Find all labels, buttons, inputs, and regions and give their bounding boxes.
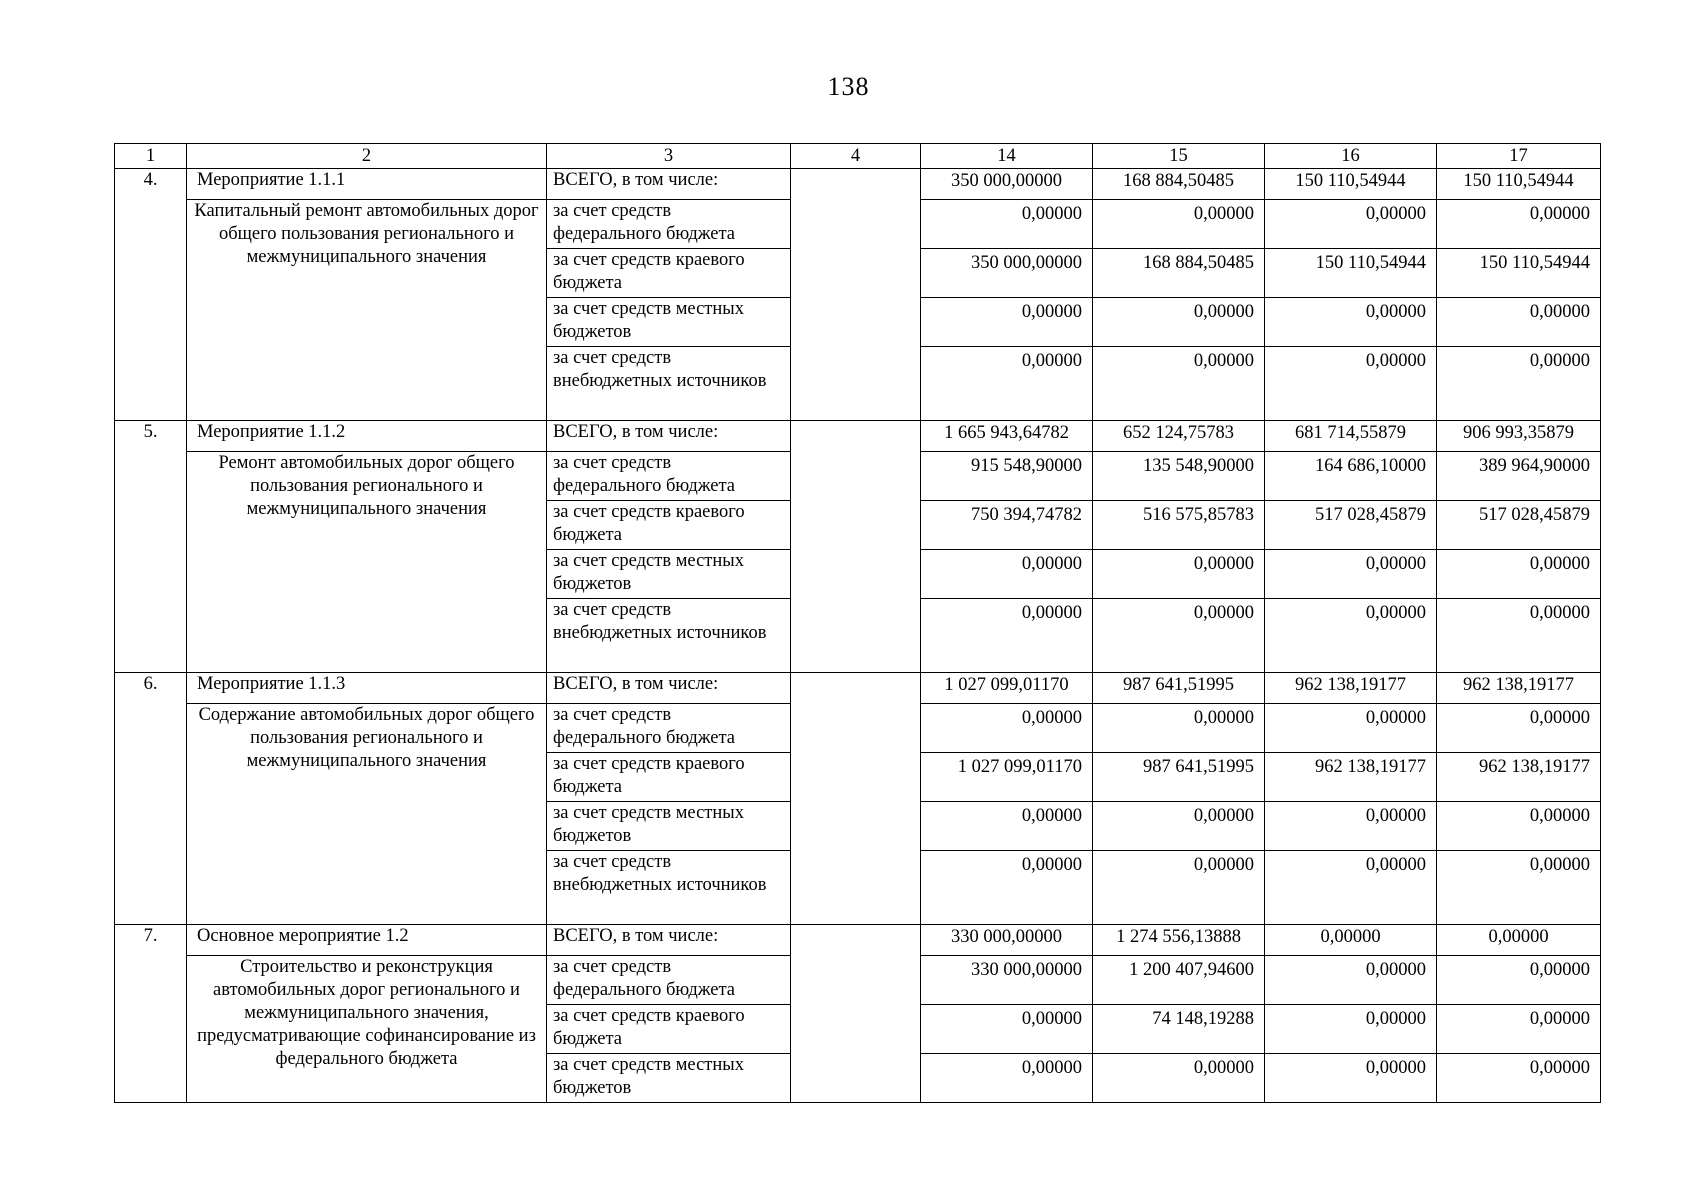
source-value: 0,00000 [1265,802,1437,851]
source-value: 962 138,19177 [1437,753,1601,802]
source-value: 0,00000 [1265,200,1437,249]
source-value: 0,00000 [1265,851,1437,925]
header-cell: 15 [1093,144,1265,169]
activity-title: Мероприятие 1.1.3 [187,673,547,704]
activity-total-row [115,169,1601,200]
source-label: за счет средств федерального бюджета [547,956,791,1005]
total-value: 150 110,54944 [1265,169,1437,200]
total-value: 168 884,50485 [1093,169,1265,200]
source-value: 330 000,00000 [921,956,1093,1005]
column-4-cell [791,421,921,673]
header-cell: 2 [187,144,547,169]
header-cell: 16 [1265,144,1437,169]
source-label: за счет средств местных бюджетов [547,298,791,347]
source-value: 962 138,19177 [1265,753,1437,802]
total-value: 1 665 943,64782 [921,421,1093,452]
source-value: 135 548,90000 [1093,452,1265,501]
column-4-cell [791,673,921,925]
activity-title: Основное мероприятие 1.2 [187,925,547,956]
source-value: 74 148,19288 [1093,1005,1265,1054]
source-value: 0,00000 [1437,1005,1601,1054]
source-value: 0,00000 [921,550,1093,599]
source-value: 0,00000 [1437,347,1601,421]
source-value: 0,00000 [1265,550,1437,599]
activity-title: Мероприятие 1.1.1 [187,169,547,200]
source-label: за счет средств федерального бюджета [547,452,791,501]
total-label: ВСЕГО, в том числе: [547,925,791,956]
source-label: за счет средств федерального бюджета [547,200,791,249]
source-value: 0,00000 [921,851,1093,925]
total-value: 652 124,75783 [1093,421,1265,452]
page-number: 138 [827,72,870,101]
activity-description: Ремонт автомобильных дорог общего пользования регионального и межмуниципального значения [187,452,547,673]
source-value: 164 686,10000 [1265,452,1437,501]
source-value: 0,00000 [1437,550,1601,599]
total-value: 350 000,00000 [921,169,1093,200]
activity-description: Капитальный ремонт автомобильных дорог общего пользования регионального и межмуниципального значения [187,200,547,421]
source-value: 0,00000 [1093,1054,1265,1103]
source-label: за счет средств внебюджетных источников [547,851,791,925]
total-label: ВСЕГО, в том числе: [547,421,791,452]
header-row [115,144,1601,169]
total-value: 962 138,19177 [1265,673,1437,704]
source-value: 0,00000 [1437,599,1601,673]
source-value: 0,00000 [1093,347,1265,421]
total-value: 987 641,51995 [1093,673,1265,704]
activity-number: 4. [115,169,187,421]
activity-number: 6. [115,673,187,925]
source-value: 150 110,54944 [1437,249,1601,298]
source-value: 0,00000 [1093,298,1265,347]
total-value: 906 993,35879 [1437,421,1601,452]
activity-number: 7. [115,925,187,1103]
source-value: 0,00000 [1265,599,1437,673]
source-value: 0,00000 [1265,1005,1437,1054]
source-label: за счет средств федерального бюджета [547,704,791,753]
column-4-cell [791,169,921,421]
total-value: 0,00000 [1265,925,1437,956]
source-value: 150 110,54944 [1265,249,1437,298]
column-4-cell [791,925,921,1103]
activity-total-row [115,421,1601,452]
activity-description: Строительство и реконструкция автомобильных дорог регионального и межмуниципального значения, предусматривающие софинансирование из федерального бюджета [187,956,547,1103]
total-label: ВСЕГО, в том числе: [547,673,791,704]
total-label: ВСЕГО, в том числе: [547,169,791,200]
source-value: 0,00000 [1093,802,1265,851]
activity-title: Мероприятие 1.1.2 [187,421,547,452]
activity-total-row [115,925,1601,956]
source-value: 0,00000 [921,1005,1093,1054]
total-value: 962 138,19177 [1437,673,1601,704]
source-value: 0,00000 [1437,704,1601,753]
source-value: 0,00000 [921,704,1093,753]
total-value: 1 027 099,01170 [921,673,1093,704]
activity-description: Содержание автомобильных дорог общего пользования регионального и межмуниципального значения [187,704,547,925]
source-label: за счет средств внебюджетных источников [547,347,791,421]
source-value: 517 028,45879 [1437,501,1601,550]
source-value: 0,00000 [1093,704,1265,753]
total-value: 681 714,55879 [1265,421,1437,452]
total-value: 150 110,54944 [1437,169,1601,200]
source-value: 0,00000 [921,599,1093,673]
header-cell: 17 [1437,144,1601,169]
source-value: 168 884,50485 [1093,249,1265,298]
budget-table [114,143,1601,1103]
total-value: 330 000,00000 [921,925,1093,956]
source-value: 0,00000 [1093,851,1265,925]
source-value: 0,00000 [921,802,1093,851]
source-value: 516 575,85783 [1093,501,1265,550]
source-value: 350 000,00000 [921,249,1093,298]
source-label: за счет средств местных бюджетов [547,802,791,851]
source-value: 0,00000 [921,200,1093,249]
source-value: 1 200 407,94600 [1093,956,1265,1005]
source-value: 0,00000 [1437,1054,1601,1103]
source-label: за счет средств краевого бюджета [547,249,791,298]
source-value: 389 964,90000 [1437,452,1601,501]
source-value: 0,00000 [1265,298,1437,347]
total-value: 1 274 556,13888 [1093,925,1265,956]
source-value: 0,00000 [921,347,1093,421]
header-cell: 14 [921,144,1093,169]
source-value: 0,00000 [1265,956,1437,1005]
source-label: за счет средств краевого бюджета [547,753,791,802]
source-value: 0,00000 [1265,347,1437,421]
source-value: 750 394,74782 [921,501,1093,550]
source-value: 0,00000 [921,1054,1093,1103]
header-cell: 1 [115,144,187,169]
source-value: 0,00000 [1265,1054,1437,1103]
source-value: 0,00000 [1093,200,1265,249]
source-label: за счет средств краевого бюджета [547,501,791,550]
source-label: за счет средств местных бюджетов [547,550,791,599]
source-value: 0,00000 [1437,298,1601,347]
activity-number: 5. [115,421,187,673]
source-value: 987 641,51995 [1093,753,1265,802]
source-value: 0,00000 [921,298,1093,347]
source-label: за счет средств краевого бюджета [547,1005,791,1054]
source-value: 0,00000 [1437,200,1601,249]
source-value: 915 548,90000 [921,452,1093,501]
source-label: за счет средств местных бюджетов [547,1054,791,1103]
header-cell: 3 [547,144,791,169]
total-value: 0,00000 [1437,925,1601,956]
source-value: 0,00000 [1437,956,1601,1005]
source-value: 0,00000 [1093,599,1265,673]
source-value: 517 028,45879 [1265,501,1437,550]
source-value: 0,00000 [1437,851,1601,925]
header-cell: 4 [791,144,921,169]
source-label: за счет средств внебюджетных источников [547,599,791,673]
source-value: 0,00000 [1265,704,1437,753]
source-value: 1 027 099,01170 [921,753,1093,802]
source-value: 0,00000 [1093,550,1265,599]
activity-total-row [115,673,1601,704]
source-value: 0,00000 [1437,802,1601,851]
